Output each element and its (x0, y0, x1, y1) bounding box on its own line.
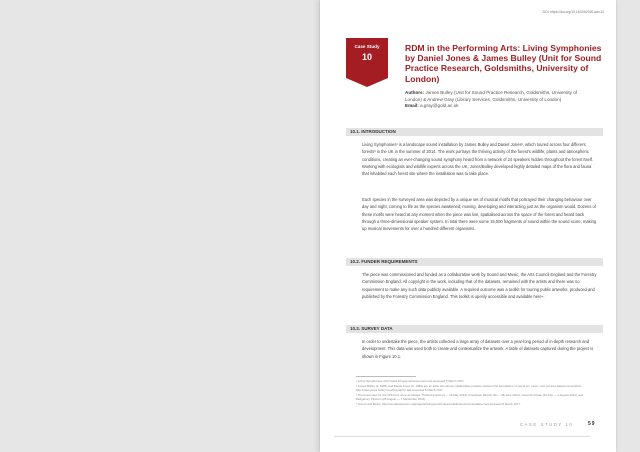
footer-rule (334, 436, 590, 437)
intro-paragraph-2: Each species in the surveyed area was depicted by a unique set of musical motifs that portrayed their changing behaviour over day and night, coming to life as the species awakened; moving, developing and interacting just as the organism would. Dozens of these motifs were heard at any moment when the piece was live, spatialised across the space of the forest and heard back through a three-dimensional speaker system. In total there were some 15,000 fragments of sound within the sound score, making up musical movements for over a hundred different organisms. (362, 197, 597, 232)
section-heading-funder-requirements: 10.2. FUNDER REQUIREMENTS (346, 258, 603, 266)
footnote-1[interactable]: ¹ Living Symphonies: http://www.livingsymphonies.com/ last accessed 5 March 2017. (356, 379, 465, 383)
badge-label: Case Study (354, 44, 380, 49)
footnote-4[interactable]: ⁴ Sound and Music: http://soundandmusic.org/projects/livingsymphonies/toolkitforenvironmentalsite/ last accessed 5 March 2017. (356, 401, 521, 406)
authors-label: Authors: (405, 90, 425, 95)
email-label: Email: (405, 103, 419, 109)
running-footer: CASE STUDY 10 (520, 422, 574, 427)
funder-paragraph: The piece was commissioned and funded as a collaborative work by Sound and Music, the Arts Council England and the Forestry Commission England. All copyright in the work, including that of the datasets, remained with the artists and there was no requirement to make any such data publicly available. A required outcome was a toolkit for touring public artworks, produced and published by the Forestry Commission England. This toolkit is openly accessible and available here⁴. (362, 272, 597, 299)
page-number: 59 (588, 421, 596, 427)
intro-paragraph-1: Living Symphonies¹ is a landscape sound installation by James Bulley and Daniel Jones², which toured across four different forests³ in the UK in the summer of 2014. The work portrays the thriving activity of the forest's wildlife, plants and atmospheric conditions, creating an ever-changing sound symphony heard from a network of 24 speakers hidden throughout the forest itself. Working with ecologists and wildlife experts across the UK, Jones/Bulley developed highly detailed maps of the flora and fauna that inhabited each forest site where the installation was to take place. (362, 142, 593, 177)
case-study-badge (346, 38, 388, 78)
doi-text: DOI: https://doi.org/10.1402/b2020.aan.11 (542, 10, 604, 14)
email-link[interactable]: a.gray@gold.ac.uk (420, 103, 459, 109)
footnotes (356, 379, 596, 406)
badge-ribbon-tail (346, 78, 388, 87)
author-block (405, 90, 585, 110)
survey-paragraph: In order to undertake the piece, the artists collected a large array of datasets over a year-long period of in-depth research and development. This data was used both to create and contextualize the artwork. A table of datasets captured during the project is shown in Figure 10.1. (362, 339, 594, 359)
footnote-divider (356, 376, 416, 377)
section-heading-introduction: 10.1. INTRODUCTION (346, 128, 603, 136)
footnote-2[interactable]: ² James Bulley (b. 1984) and Daniel Jones (b. 1983) are an artist duo whose collaborative practice explores the boundaries of sound art, music, and process-based composition: http://www.jones-bulley.com/biography/ last accessed 5 March 2017. (356, 383, 582, 392)
footnote-3: ³ The forest sites for the 2014 tour were as follows: Thetford Forest (3 — 26 May 2014); Fineshade Woods (30 — 28 June 2014); Cannock Chase (24 July — 1 August 2014); and Bedgebury Pinetum (26 August — 7 September 2014). (356, 392, 584, 401)
authors-text: James Bulley (Unit for Sound Practice Research, Goldsmiths, University of London) & Andrew Gray (Library Services, Goldsmiths, University of London) (405, 90, 578, 102)
chapter-title: RDM in the Performing Arts: Living Symphonies by Daniel Jones & James Bulley (Unit for Sound Practice Research, Goldsmiths, University of London) (405, 43, 602, 84)
section-heading-survey-data: 10.3. SURVEY DATA (346, 325, 603, 333)
document-page (320, 0, 616, 452)
badge-number: 10 (361, 52, 372, 62)
